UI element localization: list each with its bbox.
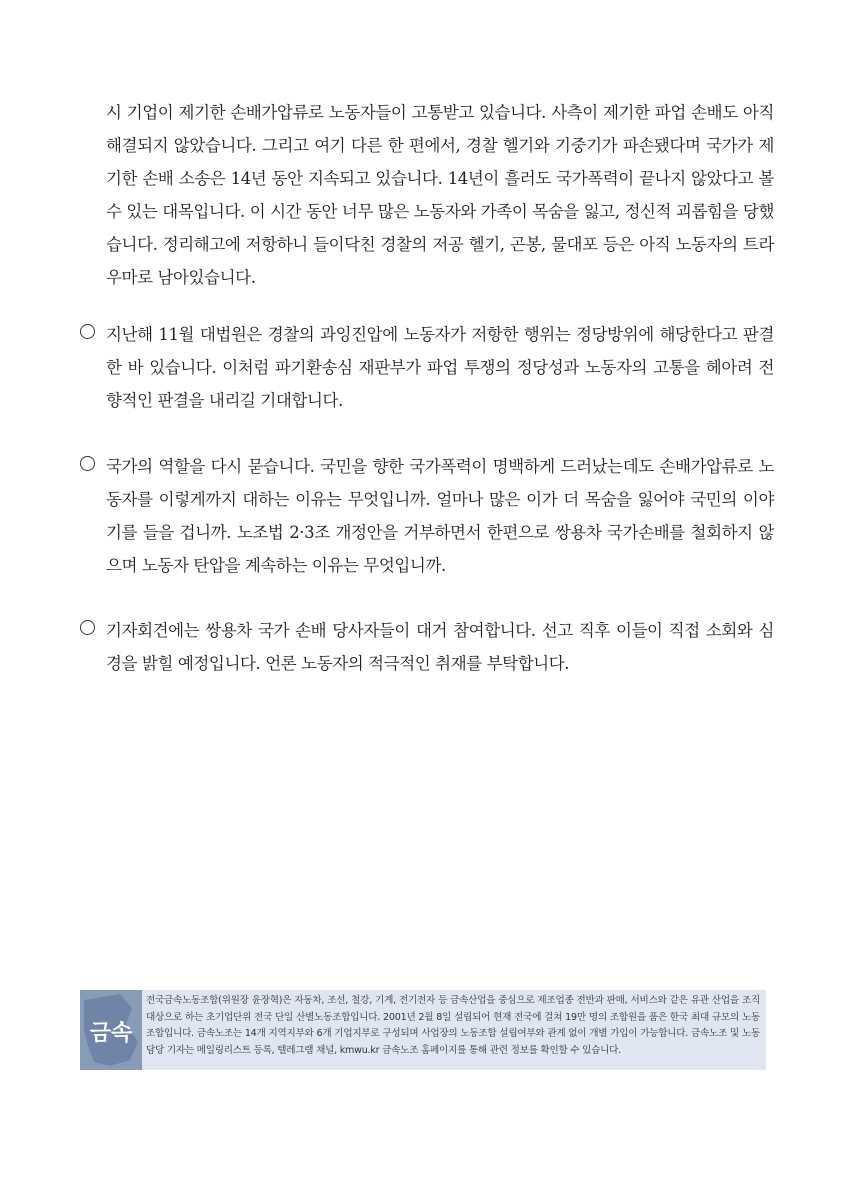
intro-paragraph: 시 기업이 제기한 손배가압류로 노동자들이 고통받고 있습니다. 사측이 제기한 파업 손배도 아직 해결되지 않았습니다. 그리고 여기 다른 한 편에서, 경찰 헬기와 기중기가 파손됐다며 국가가 제기한 손배 소송은 14년 동안 지속되고 있습니다. 14년이 흘러도 국가폭력이 끝나지 않았다고 볼 수 있는 대목입니다. 이 시간 동안 너무 많은 노동자와 가족이 목숨을 잃고, 정신적 괴롭힘을 당했습니다. 정리해고에 저항하니 들이닥친 경찰의 저공 헬기, 곤봉, 물대포 등은 아직 노동자의 트라우마로 남아있습니다.: [106, 103, 775, 287]
circle-bullet-icon: [80, 620, 95, 635]
logo-wordmark: 금속: [89, 1021, 133, 1046]
bullet-text-2: 국가의 역할을 다시 묻습니다. 국민을 향한 국가폭력이 명백하게 드러났는데도 손배가압류로 노동자를 이렇게까지 대하는 이유는 무엇입니까. 얼마나 많은 이가 더 목숨을 잃어야 국민의 이야기를 들을 겁니까. 노조법 2·3조 개정안을 거부하면서 한편으로 쌍용차 국가손배를 철회하지 않으며 노동자 탄압을 계속하는 이유는 무엇입니까.: [106, 457, 774, 575]
circle-bullet-icon: [80, 324, 95, 339]
bullet-text-1: 지난해 11월 대법원은 경찰의 과잉진압에 노동자가 저항한 행위는 정당방위에 해당한다고 판결한 바 있습니다. 이처럼 파기환송심 재판부가 파업 투쟁의 정당성과 노동자의 고통을 헤아려 전향적인 판결을 내리길 기대합니다.: [106, 325, 774, 410]
union-description: 전국금속노동조합(위원장 윤장혁)은 자동차, 조선, 철강, 기계, 전기전자 등 금속산업을 중심으로 제조업종 전반과 판매, 서비스와 같은 유관 산업을 조직대상으로 하는 초기업단위 전국 단일 산별노동조합입니다. 2001년 2월 8일 설립되어 현재 전국에 걸쳐 19만 명의 조합원을 품은 한국 최대 규모의 노동조합입니다. 금속노조는 14개 지역지부와 6개 기업지부로 구성되며 사업장의 노동조합 설립여부와 관계 없이 개별 가입이 가능합니다. 금속노조 및 노동 담당 기자는 메일링리스트 등록, 텔레그램 채널, kmwu.kr 금속노조 홈페이지를 통해 관련 정보를 확인할 수 있습니다.: [146, 995, 760, 1056]
kmwu-logo-icon: [80, 990, 142, 1070]
union-info-footer: [80, 990, 766, 1070]
bullet-text-3: 기자회견에는 쌍용차 국가 손배 당사자들이 대거 참여합니다. 선고 직후 이들이 직접 소회와 심경을 밝힐 예정입니다. 언론 노동자의 적극적인 취재를 부탁합니다.: [106, 621, 774, 673]
circle-bullet-icon: [80, 456, 95, 471]
